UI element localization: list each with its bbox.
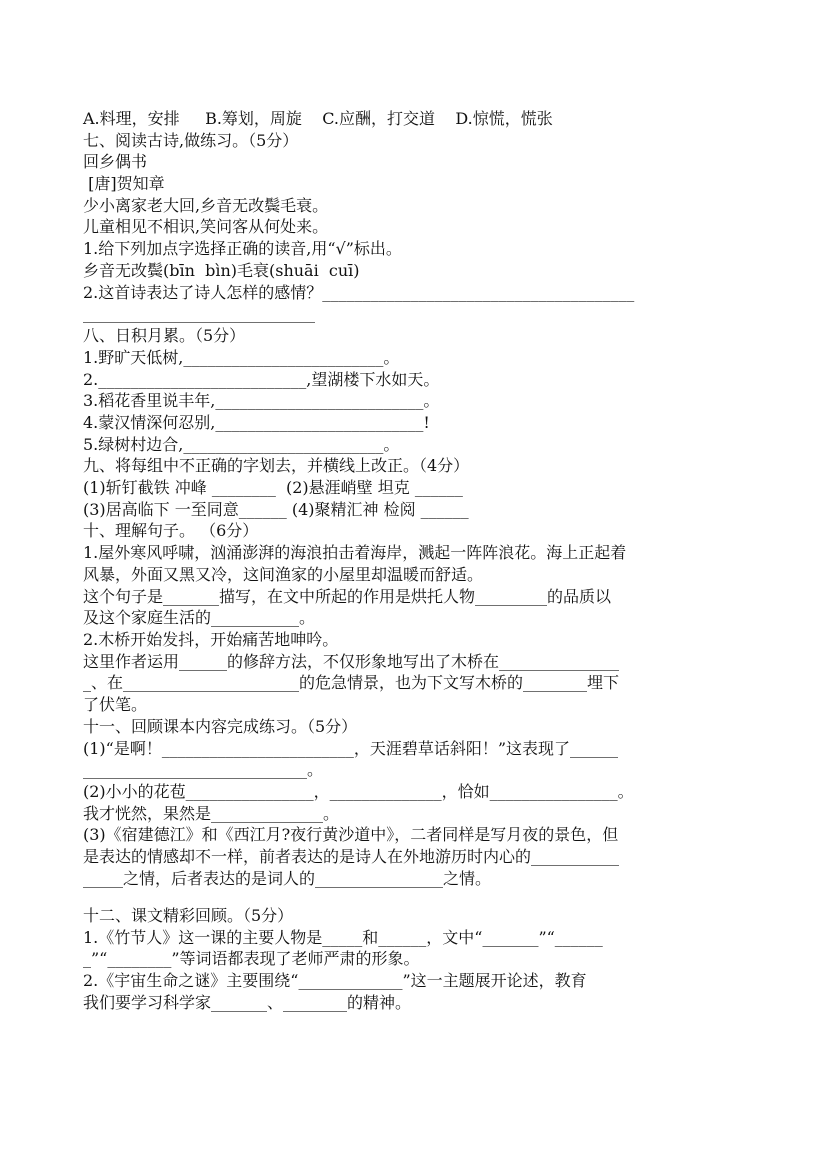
section-8-item-3: 3.稻花香里说丰年,__________________________。 [83,391,440,410]
section-11-item-1b: ____________________________。 [83,760,324,779]
section-8-item-4: 4.蒙汉情深何忍别,__________________________! [83,413,430,432]
question-6-options: A.料理，安排 B.筹划，周旋 C.应酬，打交道 D.惊慌，慌张 [83,109,553,128]
section-7-heading: 七、阅读古诗,做练习。（5分） [83,131,299,150]
section-8-heading: 八、日积月累。（5分） [83,326,246,345]
section-8-item-2: 2.__________________________,望湖楼下水如天。 [83,370,440,389]
section-8-item-5: 5.绿树村边合,_________________________。 [83,435,400,454]
section-11-item-1a: (1)“是啊！________________________，天涯碧草话斜阳！”这表现了______ [83,739,619,758]
section-10-question-2b: _、在______________________的危急情景，也为下文写木桥的________埋下 [83,673,620,692]
poem-question-1: 1.给下列加点字选择正确的读音,用“√”标出。 [83,239,402,258]
section-9-row-1: (1)斩钉截铁 冲峰 ________ (2)悬涯峭壁 坦克 ______ [83,478,463,497]
poem-author: [唐]贺知章 [83,174,165,193]
poem-title: 回乡偶书 [83,152,148,171]
section-11-item-3b: 是表达的情感却不一样，前者表达的是诗人在外地游历时内心的___________ [83,847,620,866]
section-12-item-1b: _”“________”等词语都表现了老师严肃的形象。 [83,949,420,968]
section-12-heading: 十二、课文精彩回顾。（5分） [83,906,294,925]
section-12-item-2a: 2.《宇宙生命之谜》主要围绕“_____________”这一主题展开论述，教育 [83,971,587,990]
section-10-question-1a: 这个句子是_______描写，在文中所起的作用是烘托人物_________的品质以 [83,587,612,606]
poem-question-1-choices: 乡音无改鬓(bīn bìn)毛衰(shuāi cuī) [83,261,360,280]
section-8-item-1: 1.野旷天低树,_________________________。 [83,348,400,367]
section-11-item-3c: _____之情，后者表达的是词人的________________之情。 [83,869,492,888]
section-10-heading: 十、理解句子。 （6分） [83,521,259,540]
section-10-question-1b: 及这个家庭生活的___________。 [83,608,316,627]
section-11-item-3a: (3)《宿建德江》和《西江月?夜行黄沙道中》，二者同样是写月夜的景色，但 [83,825,619,844]
section-10-passage-1a: 1.屋外寒风呼啸，汹涌澎湃的海浪拍击着海岸，溅起一阵阵浪花。海上正起着 [83,543,627,562]
poem-line-2: 儿童相见不相识,笑问客从何处来。 [83,217,329,236]
section-11-item-2b: 我才恍然，果然是______________。 [83,804,340,823]
section-11-item-2a: (2)小小的花苞________________，______________，恰如________________。 [83,782,634,801]
section-9-row-2: (3)居高临下 一至同意______ (4)聚精汇神 检阅 ______ [83,500,469,519]
poem-line-1: 少小离家老大回,乡音无改鬓毛衰。 [83,196,329,215]
section-9-heading: 九、将每组中不正确的字划去，并横线上改正。（4分） [83,456,470,475]
poem-question-2: 2.这首诗表达了诗人怎样的感情？_______________________________________ [83,283,635,302]
section-10-passage-2: 2.木桥开始发抖，开始痛苦地呻吟。 [83,630,339,649]
poem-question-2-blank: _____________________________ [83,304,315,323]
section-10-question-2a: 这里作者运用______的修辞方法，不仅形象地写出了木桥在_______________ [83,652,620,671]
section-10-question-2c: 了伏笔。 [83,695,148,714]
section-11-heading: 十一、回顾课本内容完成练习。（5分） [83,717,358,736]
section-10-passage-1b: 风暴，外面又黑又冷，这间渔家的小屋里却温暖而舒适。 [83,565,484,584]
section-12-item-1a: 1.《竹节人》这一课的主要人物是_____和______，文中“_______”“______ [83,928,603,947]
section-12-item-2b: 我们要学习科学家_______、________的精神。 [83,993,412,1012]
